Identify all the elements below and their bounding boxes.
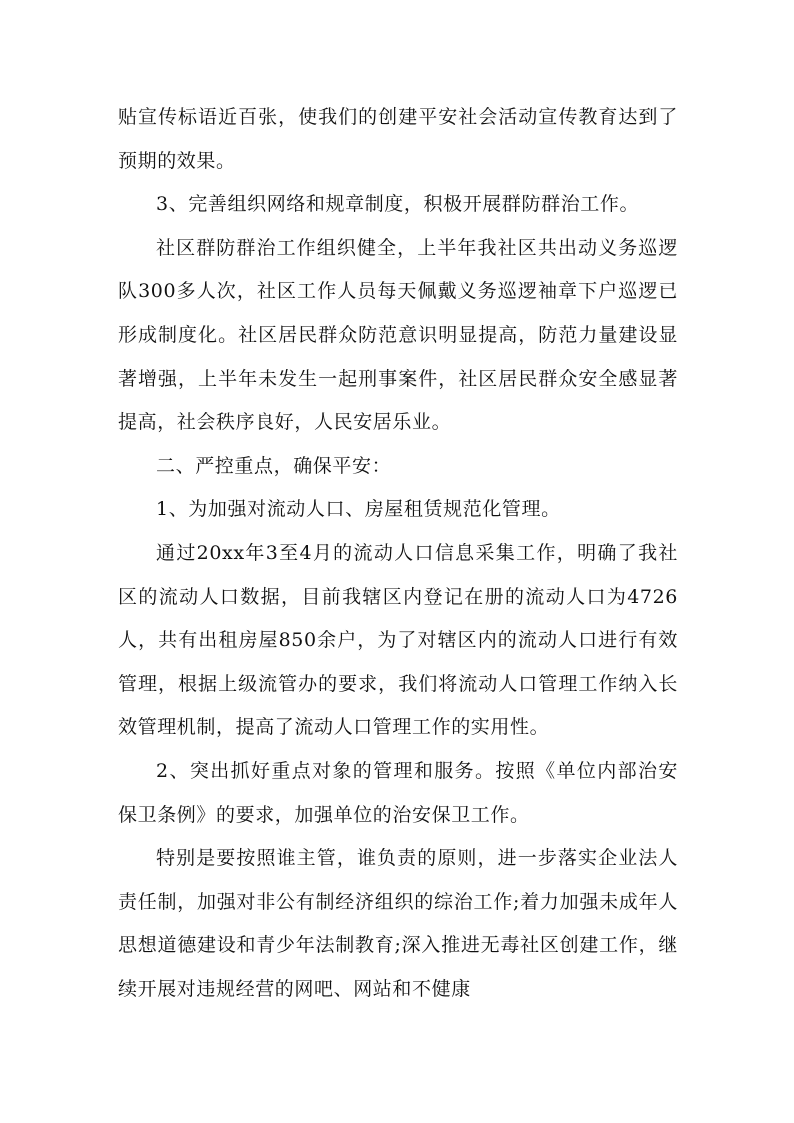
paragraph-continuation: 贴宣传标语近百张，使我们的创建平安社会活动宣传教育达到了预期的效果。 <box>118 106 678 172</box>
paragraph-item-1-heading: 1、为加强对流动人口、房屋租赁规范化管理。 <box>156 498 561 521</box>
paragraph-floating-population: 通过20xx年3至4月的流动人口信息采集工作，明确了我社区的流动人口数据，目前我辖区内登记在册的流动人口为4726人，共有出租房屋850余户，为了对辖区内的流动人口进行有效管理，根据上级流管办的要求，我们将流动人口管理工作纳入长效管理机制，提高了流动人口管理工作的实用性。 <box>118 541 678 739</box>
paragraph-section-2-heading: 二、严控重点，确保平安： <box>156 454 392 477</box>
paragraph-item-2-heading: 2、突出抓好重点对象的管理和服务。按照《单位内部治安保卫条例》的要求，加强单位的治安保卫工作。 <box>118 759 678 826</box>
paragraph-responsibility: 特别是要按照谁主管，谁负责的原则，进一步落实企业法人责任制，加强对非公有制经济组织的综治工作;着力加强未成年人思想道德建设和青少年法制教育;深入推进无毒社区创建工作，继续开展对违规经营的网吧、网站和不健康 <box>118 847 678 1000</box>
paragraph-community-patrol: 社区群防群治工作组织健全，上半年我社区共出动义务巡逻队300多人次，社区工作人员每天佩戴义务巡逻袖章下户巡逻已形成制度化。社区居民群众防范意识明显提高，防范力量建设显著增强，上半年未发生一起刑事案件，社区居民群众安全感显著提高，社会秩序良好，人民安居乐业。 <box>118 236 678 434</box>
document-body <box>118 96 678 1011</box>
paragraph-section-3-heading: 3、完善组织网络和规章制度，积极开展群防群治工作。 <box>156 193 640 216</box>
